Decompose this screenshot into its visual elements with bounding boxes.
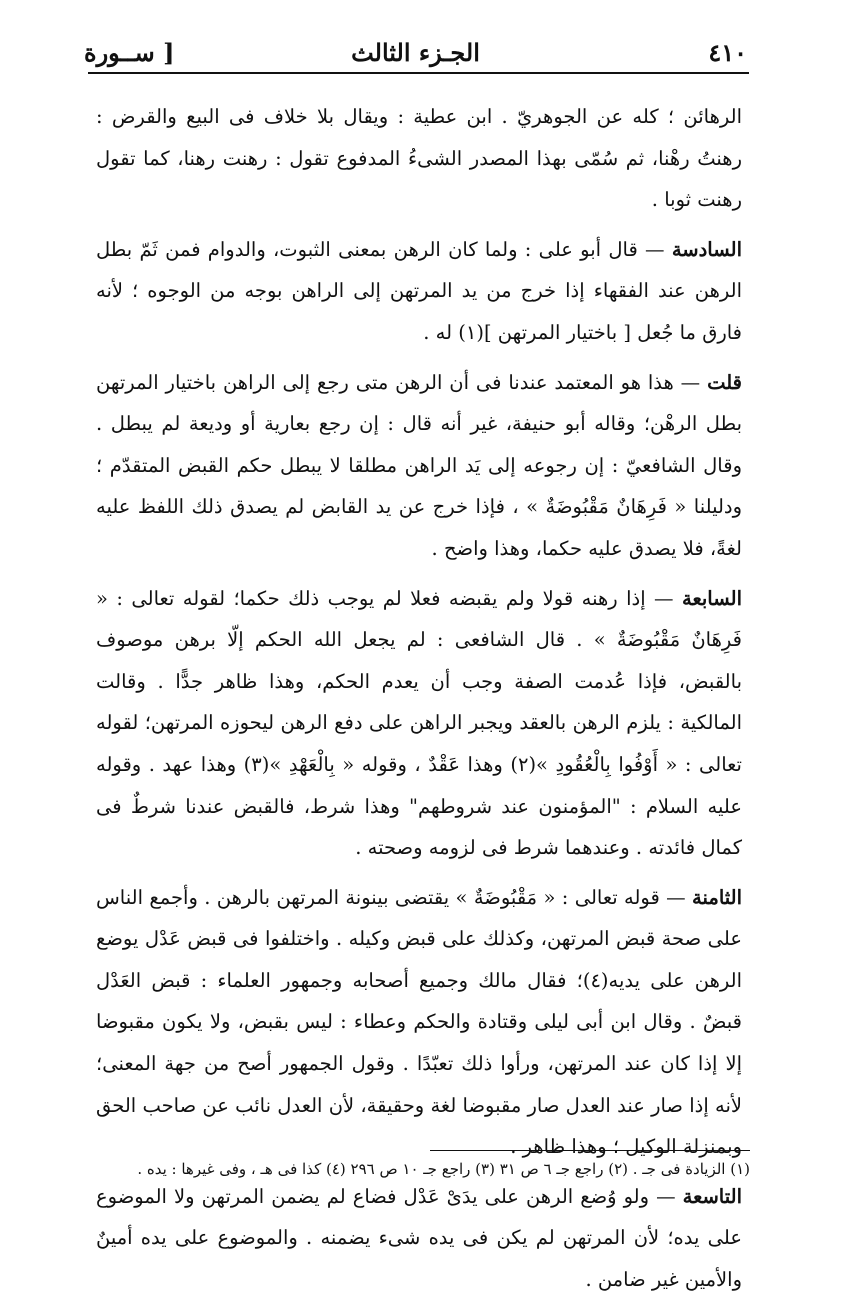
footnotes: (١) الزيادة فى جـ . (٢) راجع جـ ٦ ص ٣١ (٣) راجع جـ ١٠ ص ٢٩٦ (٤) كذا فى هـ ، وفى غيرها : يده . bbox=[137, 1160, 750, 1178]
paragraph-7: السابعة — إذا رهنه قولا ولم يقبضه فعلا لم يوجب ذلك حكما؛ لقوله تعالى : « فَرِهَانٌ مَقْبُوضَةٌ » . قال الشافعى : لم يجعل الله الحكم إلّا برهن موصوف بالقبض، فإذا عُدمت الصفة وجب أن يعدم الحكم، وهذا ظاهر جدًّا . وقالت المالكية : يلزم الرهن بالعقد ويجبر الراهن على دفع الرهن ليحوزه المرتهن؛ لقوله تعالى : « أَوْفُوا بِالْعُقُودِ »(٢) وهذا عَقْدٌ ، وقوله « بِالْعَهْدِ »(٣) وهذا عهد . وقوله عليه السلام : "المؤمنون عند شروطهم" وهذا شرط، فالقبض عندنا شرطٌ فى كمال فائدته . وعندهما شرط فى لزومه وصحته . bbox=[96, 586, 742, 860]
paragraph-8: الثامنة — قوله تعالى : « مَقْبُوضَةٌ » يقتضى بينونة المرتهن بالرهن . وأجمع الناس على صحة قبض المرتهن، وكذلك على قبض وكيله . واختلفوا فى قبض عَدْل يوضع الرهن على يديه(٤)؛ فقال مالك وجميع أصحابه وجمهور العلماء : قبض العَدْل قبضٌ . وقال ابن أبى ليلى وقتادة والحكم وعطاء : ليس بقبض، ولا يكون مقبوضا إلا إذا كان عند المرتهن، ورأوا ذلك تعبّدًا . وقول الجمهور أصح من جهة المعنى؛ لأنه إذا صار عند العدل صار مقبوضا لغة وحقيقة، لأن العدل نائب عن صاحب الحق وبمنزلة الوكيل ؛ وهذا ظاهر . bbox=[96, 885, 742, 1159]
surah-label: [ ســورة bbox=[84, 37, 175, 67]
paragraph-1: الرهائن ؛ كله عن الجوهريّ . ابن عطية : ويقال بلا خلاف فى البيع والقرض : رهنتُ رهْنا، ثم سُمّى بهذا المصدر الشىءُ المدفوع تقول : رهنت رهنا، كما تقول رهنت ثوبا . bbox=[96, 105, 742, 212]
paragraph-9: التاسعة — ولو وُضع الرهن على يدَىْ عَدْل فضاع لم يضمن المرتهن ولا الموضوع على يده؛ لأن المرتهن لم يكن فى يده شىء يضمنه . والموضوع على يده أمينٌ والأمين غير ضامن . bbox=[96, 1184, 742, 1292]
page-number: ٤١٠ bbox=[708, 37, 747, 67]
running-head: الجـزء الثالث bbox=[351, 37, 480, 67]
paragraph-6: السادسة — قال أبو على : ولما كان الرهن بمعنى الثبوت، والدوام فمن ثَمّ بطل الرهن عند الفقهاء إذا خرج من يد المرتهن إلى الراهن بوجه من الوجوه ؛ لأنه فارق ما جُعل [ باختيار المرتهن ](١) له . bbox=[96, 237, 742, 344]
header-rule bbox=[88, 72, 749, 74]
paragraph-qultu: قلت — هذا هو المعتمد عندنا فى أن الرهن متى رجع إلى الراهن باختيار المرتهن بطل الرهْن؛ وقاله أبو حنيفة، غير أنه قال : إن رجع بعارية أو وديعة لم يبطل . وقال الشافعيّ : إن رجوعه إلى يَد الراهن مطلقا لا يبطل حكم القبض المتقدّم ؛ ودليلنا « فَرِهَانٌ مَقْبُوضَةٌ » ، فإذا خرج عن يد القابض لم يصدق ذلك اللفظ عليه لغةً، فلا يصدق عليه حكما، وهذا واضح . bbox=[96, 370, 742, 560]
page-header bbox=[84, 32, 747, 72]
body-text bbox=[96, 96, 742, 1309]
footnote-rule bbox=[430, 1150, 750, 1151]
